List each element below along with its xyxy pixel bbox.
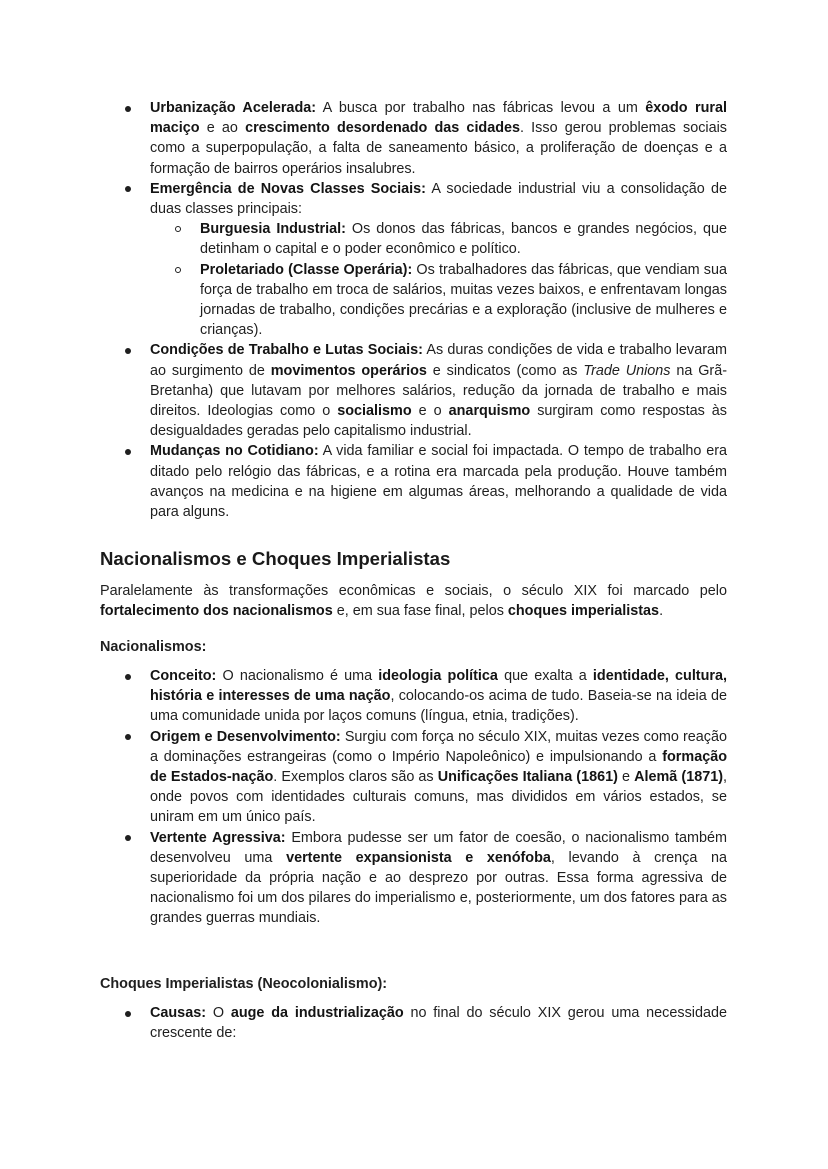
nacionalismos-subheading: Nacionalismos:: [100, 639, 207, 655]
bullet-icon: [125, 106, 131, 112]
list-item-vertente-agressiva: Vertente Agressiva: Embora pudesse ser um fator de coesão, o nacionalismo também desenvolveu uma vertente expansionista e xenófoba, levando à crença na superioridade da própria nação e ao desprezo por outras. Essa forma agressiva de nacionalismo foi um dos pilares do imperialismo e, posteriormente, um dos fatores para as grandes guerras mundiais.: [100, 828, 727, 929]
choques-section: [100, 1003, 727, 1043]
section-heading: Nacionalismos e Choques Imperialistas: [100, 548, 451, 569]
hollow-bullet-icon: [175, 267, 181, 273]
intro-paragraph: Paralelamente às transformações econômicas e sociais, o século XIX foi marcado pelo fortalecimento dos nacionalismos e, em sua fase final, pelos choques imperialistas.: [100, 583, 727, 620]
nacionalismos-list: [100, 666, 727, 929]
list-item-urbanizacao: Urbanização Acelerada: A busca por trabalho nas fábricas levou a um êxodo rural maciço e ao crescimento desordenado das cidades. Isso gerou problemas sociais como a superpopulação, a falta de saneamento básico, a proliferação de doenças e a formação de bairros operários insalubres.: [100, 98, 727, 179]
social-changes-list: [100, 98, 727, 522]
sublist-item-proletariado: Proletariado (Classe Operária): Os trabalhadores das fábricas, que vendiam sua força de trabalho em troca de salários, muitas vezes baixos, e enfrentavam longas jornadas de trabalho, condições precárias e a exploração (inclusive de mulheres e crianças).: [100, 260, 727, 341]
bullet-icon: [125, 734, 131, 740]
sublist-item-burguesia: Burguesia Industrial: Os donos das fábricas, bancos e grandes negócios, que detinham o capital e o poder econômico e político.: [100, 219, 727, 259]
list-item-origem: Origem e Desenvolvimento: Surgiu com força no século XIX, muitas vezes como reação a dominações estrangeiras (como o Império Napoleônico) e impulsionando a formação de Estados-nação. Exemplos claros são as Unificações Italiana (1861) e Alemã (1871), onde povos com identidades culturais comuns, mas divididos em vários estados, se uniram em um único país.: [100, 727, 727, 828]
nationalism-heading-block: [100, 547, 727, 571]
social-changes-section: [100, 98, 727, 522]
list-item-cotidiano: Mudanças no Cotidiano: A vida familiar e social foi impactada. O tempo de trabalho era ditado pelo relógio das fábricas, e a rotina era marcada pela produção. Houve também avanços na medicina e na higiene em algumas áreas, melhorando a qualidade de vida para alguns.: [100, 441, 727, 522]
list-item-causas: Causas: O auge da industrialização no final do século XIX gerou uma necessidade crescente de:: [100, 1003, 727, 1043]
bullet-icon: [125, 674, 131, 680]
list-item-conceito: Conceito: O nacionalismo é uma ideologia política que exalta a identidade, cultura, história e interesses de uma nação, colocando-os acima de tudo. Baseia-se na ideia de uma comunidade unida por laços comuns (língua, etnia, tradições).: [100, 666, 727, 727]
bullet-icon: [125, 835, 131, 841]
nacionalismos-section: [100, 666, 727, 929]
hollow-bullet-icon: [175, 226, 181, 232]
list-item-condicoes-trabalho: Condições de Trabalho e Lutas Sociais: As duras condições de vida e trabalho levaram ao surgimento de movimentos operários e sindicatos (como as Trade Unions na Grã-Bretanha) que lutavam por melhores salários, redução da jornada de trabalho e mais direitos. Ideologias como o socialismo e o anarquismo surgiram como respostas às desigualdades geradas pelo capitalismo industrial.: [100, 340, 727, 441]
list-item-novas-classes: Emergência de Novas Classes Sociais: A sociedade industrial viu a consolidação de duas classes principais: Burguesia Industrial: Os donos das fábricas, bancos e grandes negócios, que detinham o capital e o poder econômico e político. Proletariado (Classe Operária): Os trabalhadores das fábricas, que vendiam sua força de trabalho em troca de salários, muitas vezes baixos, e enfrentavam longas jornadas de trabalho, condições precárias e a exploração (inclusive de mulheres e crianças).: [100, 179, 727, 341]
choques-subheading: Choques Imperialistas (Neocolonialismo):: [100, 976, 388, 992]
bullet-icon: [125, 449, 131, 455]
classes-sublist: [150, 219, 727, 340]
bullet-icon: [125, 1011, 131, 1017]
bullet-icon: [125, 348, 131, 354]
bullet-icon: [125, 186, 131, 192]
choques-list: [100, 1003, 727, 1043]
